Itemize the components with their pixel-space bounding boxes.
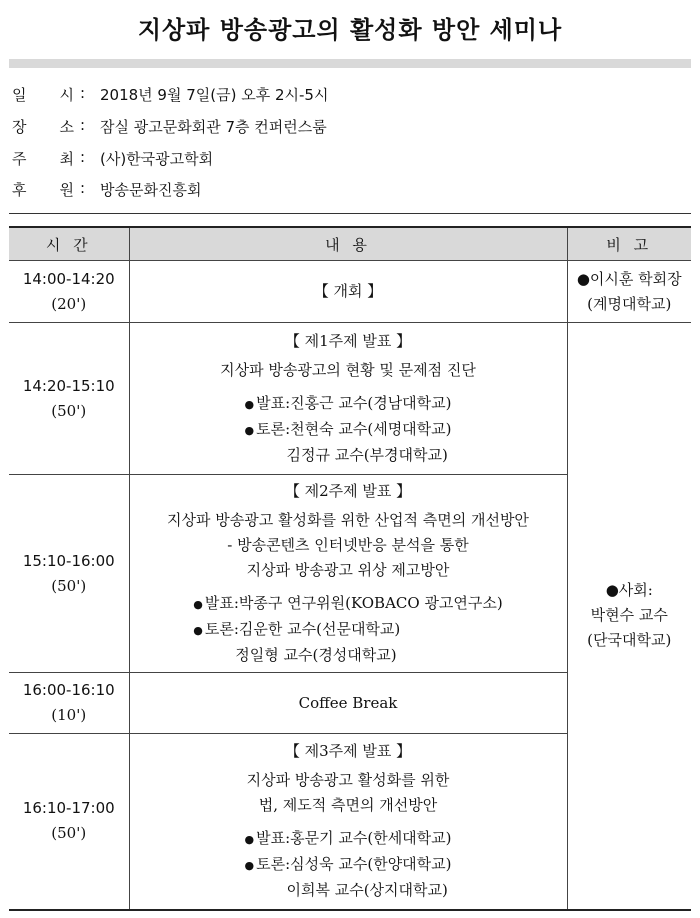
info-value: 방송문화진흥회 bbox=[100, 181, 202, 199]
info-separator: : bbox=[80, 116, 86, 134]
session-topic: 지상파 방송광고의 현황 및 문제점 진단 bbox=[220, 361, 476, 379]
discussant: ● 토론:천현숙 교수(세명대학교) bbox=[244, 420, 452, 438]
note-cell-opening: ●이시훈 학회장 (계명대학교) bbox=[567, 261, 691, 323]
header-note: 비 고 bbox=[567, 227, 691, 261]
info-separator: : bbox=[80, 84, 86, 102]
discussant: 김정규 교수(부경대학교) bbox=[286, 446, 448, 464]
info-key: 후 원 bbox=[12, 181, 74, 199]
info-separator: : bbox=[80, 179, 86, 197]
content-cell bbox=[129, 323, 567, 475]
presenter: ● 발표:홍문기 교수(한세대학교) bbox=[244, 829, 452, 848]
content-cell bbox=[129, 475, 567, 673]
content-cell bbox=[129, 673, 567, 734]
discussant: 이희복 교수(상지대학교) bbox=[286, 881, 448, 900]
time-cell: 15:10-16:00 (50') bbox=[9, 475, 129, 673]
discussant: 정일형 교수(경성대학교) bbox=[235, 646, 397, 664]
session-topic: 지상파 방송광고 활성화를 위한 법, 제도적 측면의 개선방안 bbox=[246, 771, 450, 815]
session-heading: 【 제2주제 발표 】 bbox=[284, 482, 412, 500]
speaker-list bbox=[244, 826, 451, 903]
info-key: 주 최 bbox=[12, 150, 74, 168]
content-cell bbox=[129, 734, 567, 909]
content-cell bbox=[129, 261, 567, 323]
info-value: (사)한국광고학회 bbox=[100, 150, 214, 168]
table-header-row bbox=[9, 227, 691, 261]
presenter: ● 발표:박종구 연구위원(KOBACO 광고연구소) bbox=[193, 594, 503, 612]
session-heading: 【 제3주제 발표 】 bbox=[284, 742, 412, 761]
time-cell: 16:10-17:00 (50') bbox=[9, 734, 129, 909]
info-value: 2018년 9월 7일(금) 오후 2시-5시 bbox=[100, 86, 329, 104]
table-row bbox=[9, 323, 691, 475]
session-heading: 【 개회 】 bbox=[313, 282, 383, 300]
info-separator: : bbox=[80, 148, 86, 166]
info-value: 잠실 광고문화회관 7층 컨퍼런스룸 bbox=[100, 118, 327, 136]
session-topic: 지상파 방송광고 활성화를 위한 산업적 측면의 개선방안 - 방송콘텐츠 인터넷반응 분석을 통한 지상파 방송광고 위상 제고방안 bbox=[167, 511, 529, 579]
page-title: 지상파 방송광고의 활성화 방안 세미나 bbox=[137, 16, 563, 44]
session-heading: Coffee Break bbox=[298, 693, 398, 712]
session-heading: 【 제1주제 발표 】 bbox=[284, 332, 412, 350]
speaker-list bbox=[244, 391, 451, 468]
presenter: ● 발표:진홍근 교수(경남대학교) bbox=[244, 394, 452, 412]
header-content: 내 용 bbox=[129, 227, 567, 261]
info-key: 일 시 bbox=[12, 86, 74, 104]
header-time: 시 간 bbox=[9, 227, 129, 261]
discussant: ● 토론:김운한 교수(선문대학교) bbox=[193, 620, 401, 638]
table-row bbox=[9, 261, 691, 323]
title-divider-bar bbox=[9, 59, 691, 68]
info-divider bbox=[9, 213, 691, 214]
info-key: 장 소 bbox=[12, 118, 74, 136]
time-cell: 14:20-15:10 (50') bbox=[9, 323, 129, 475]
note-cell-moderator: ●사회: 박현수 교수 (단국대학교) bbox=[567, 323, 691, 909]
time-cell: 16:00-16:10 (10') bbox=[9, 673, 129, 734]
table-bottom-rule bbox=[9, 909, 691, 911]
speaker-list bbox=[193, 591, 503, 668]
schedule-table bbox=[9, 226, 691, 909]
discussant: ● 토론:심성욱 교수(한양대학교) bbox=[244, 855, 452, 874]
time-cell: 14:00-14:20 (20') bbox=[9, 261, 129, 323]
